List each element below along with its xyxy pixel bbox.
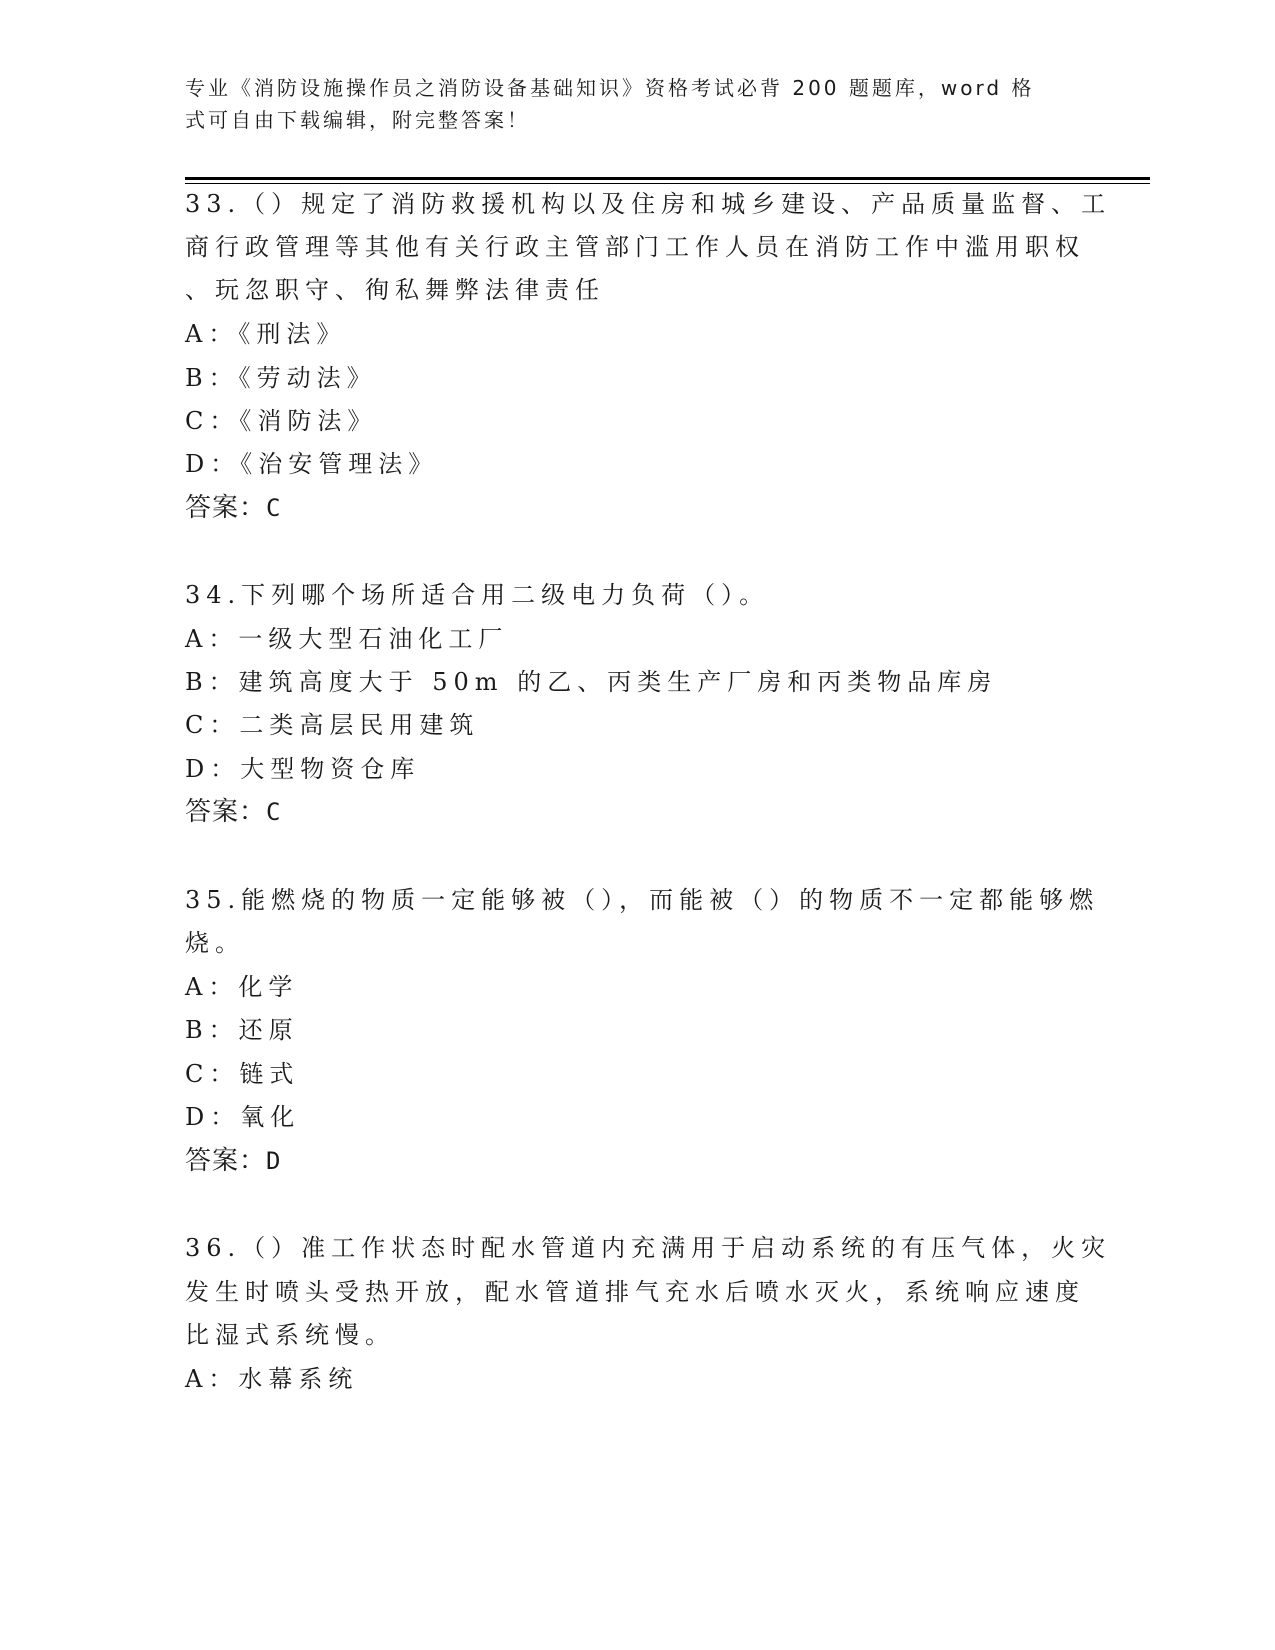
answer-label: 答案： [185,797,267,827]
header-divider-thick [185,177,1150,180]
document-header [185,72,1065,136]
question-35-line-1: 35.能燃烧的物质一定能够被（），而能被（）的物质不一定都能够燃 [185,886,1100,914]
question-33-line-2: 商行政管理等其他有关行政主管部门工作人员在消防工作中滥用职权 [185,233,1085,261]
question-36-option-a: A：水幕系统 [185,1365,359,1393]
question-33-answer [185,486,281,531]
question-34-option-d: D：大型物资仓库 [185,755,421,783]
answer-value: D [266,1147,282,1175]
question-33-line-1: 33.（）规定了消防救援机构以及住房和城乡建设、产品质量监督、工 [185,190,1112,218]
question-35-option-b: B：还原 [185,1016,299,1044]
question-36-line-1: 36.（）准工作状态时配水管道内充满用于启动系统的有压气体，火灾 [185,1234,1112,1262]
question-34-line-1: 34.下列哪个场所适合用二级电力负荷（）。 [185,581,770,609]
question-33-option-a: A：《刑法》 [185,320,347,348]
question-34-option-a: A：一级大型石油化工厂 [185,625,509,653]
header-line-2: 式可自由下载编辑，附完整答案！ [185,108,530,132]
question-33-option-d: D：《治安管理法》 [185,450,439,478]
question-33-option-b: B：《劳动法》 [185,364,377,392]
answer-label: 答案： [185,1146,267,1176]
question-35-option-a: A：化学 [185,973,299,1001]
question-34-option-b: B：建筑高度大于 50m 的乙、丙类生产厂房和丙类物品库房 [185,668,998,696]
answer-value: C [266,494,282,522]
header-line-1: 专业《消防设施操作员之消防设备基础知识》资格考试必背 200 题题库，word 格 [185,76,1035,100]
question-34-option-c: C：二类高层民用建筑 [185,711,480,739]
question-35-option-c: C：链式 [185,1060,300,1088]
question-35-option-d: D：氧化 [185,1103,301,1131]
question-35-answer [185,1139,281,1184]
answer-value: C [266,798,282,826]
question-34-answer [185,790,281,835]
question-36-line-3: 比湿式系统慢。 [185,1321,395,1349]
answer-label: 答案： [185,493,267,523]
question-33-line-3: 、玩忽职守、徇私舞弊法律责任 [185,276,605,304]
question-35-line-2: 烧。 [185,929,245,957]
question-33-option-c: C：《消防法》 [185,407,378,435]
question-36-line-2: 发生时喷头受热开放，配水管道排气充水后喷水灭火，系统响应速度 [185,1278,1085,1306]
